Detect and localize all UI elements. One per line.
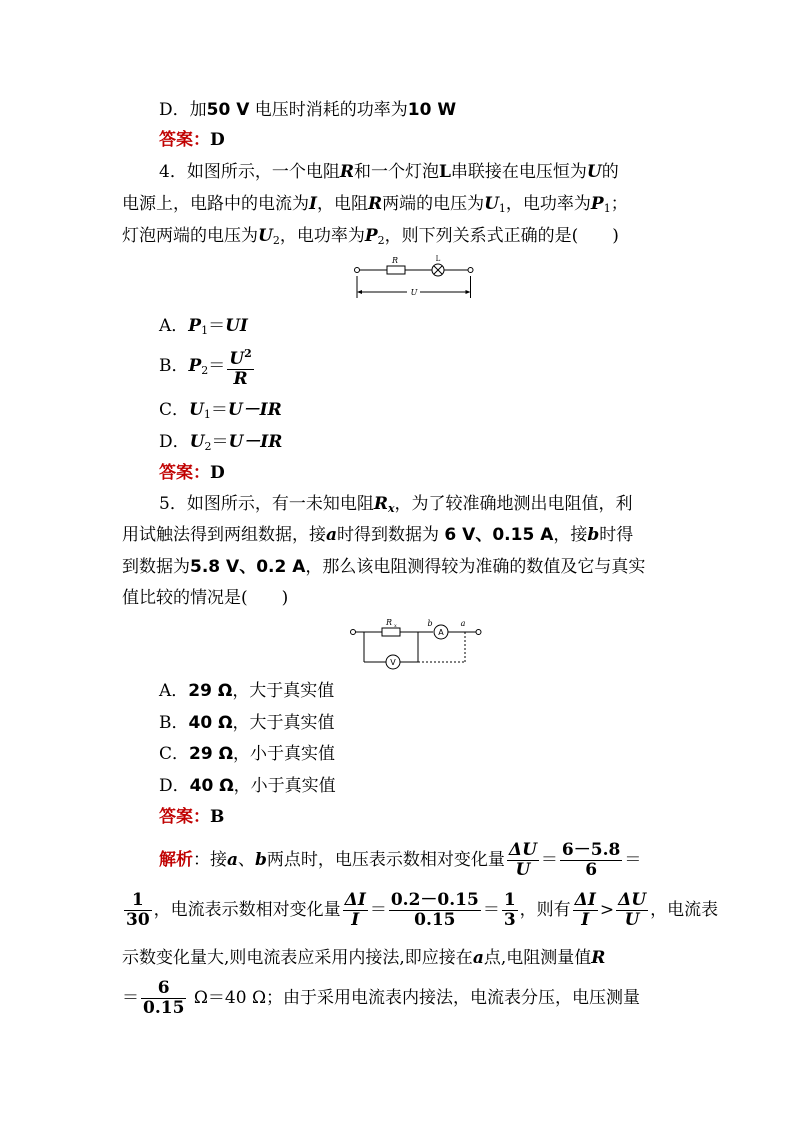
fraction-one-third: $\frac{1}{3}$ [503, 890, 516, 930]
fraction-di-over-i-compare: $\frac{\Delta I}{I}$ [574, 890, 596, 930]
resistor-rx-label: R [385, 618, 393, 627]
q3-option-d: D．加50 V 电压时消耗的功率为10 W [159, 100, 457, 120]
q4-stem-line-3: 灯泡两端的电压为$U_2$，电功率为$P_2$，则下列关系式正确的是( ) [122, 226, 619, 247]
q5-stem-line-1: 5．如图所示，有一未知电阻$R_x$，为了较准确地测出电阻值，利 [159, 494, 633, 515]
fraction-u2-over-r: $\frac{U^2}{R}$ [227, 344, 253, 389]
resistor-label: R [391, 256, 399, 265]
q4-option-a: A．$P_1=UI$ [159, 316, 248, 337]
node-b-label: b [427, 619, 433, 628]
voltmeter-label: V [390, 658, 396, 667]
q5-stem-line-4: 值比较的情况是( ) [122, 588, 289, 608]
q5-option-b: B．40 Ω，大于真实值 [159, 713, 335, 733]
terminal-right [476, 630, 481, 635]
voltage-label: U [410, 288, 418, 297]
fraction-du-over-u-compare: $\frac{\Delta U}{U}$ [618, 890, 647, 930]
q4-circuit-diagram [352, 254, 476, 304]
terminal-left [351, 630, 356, 635]
q5-stem-line-3: 到数据为5.8 V、0.2 A，那么该电阻测得较为准确的数值及它与真实 [122, 557, 646, 577]
analysis-line-3: 示数变化量大,则电流表应采用内接法,即应接在a点,电阻测量值R [122, 948, 606, 968]
q5-option-d: D．40 Ω，小于真实值 [159, 776, 336, 796]
fraction-one-thirtieth: $\frac{1}{30}$ [126, 890, 150, 930]
analysis-line-2: $\frac{1}{30}$ ，电流表示数相对变化量 $\frac{\Delta I}{I}$ ＝ $\frac{0.2-0.15}{0.15}$ ＝ $\frac{1}{3}$ ，则有 $\frac{\Delta I}{I}$ > $\frac{\Delta U}{U}$ ，电流表 [126, 890, 719, 930]
q5-circuit-diagram [348, 616, 484, 672]
q4-answer: 答案：D [159, 463, 225, 483]
q4-option-c: C．$U_1=U-IR$ [159, 400, 282, 421]
lamp-label: L [435, 255, 441, 263]
fraction-voltage-change: $\frac{6-5.8}{6}$ [561, 840, 621, 880]
resistor-r [387, 266, 405, 274]
node-a-label: a [460, 619, 466, 628]
terminal-right [468, 268, 473, 273]
analysis-line-1: 解析：接a、b两点时，电压表示数相对变化量 $\frac{\Delta U}{U}$ ＝ $\frac{6-5.8}{6}$ ＝ [159, 840, 642, 880]
q4-stem-line-1: 4．如图所示，一个电阻R和一个灯泡L串联接在电压恒为U的 [159, 162, 619, 182]
resistor-rx-sub: x [394, 623, 397, 629]
fraction-current-change: $\frac{0.2-0.15}{0.15}$ [390, 890, 479, 930]
q4-option-b: B．$P_2=$ $\frac{U^2}{R}$ [159, 344, 256, 388]
q5-option-a: A．29 Ω，大于真实值 [159, 681, 335, 701]
fraction-di-over-i: $\frac{\Delta I}{I}$ [344, 890, 366, 930]
q4-option-d: D．$U_2=U-IR$ [159, 432, 283, 453]
terminal-left [355, 268, 360, 273]
q5-stem-line-2: 用试触法得到两组数据，接a时得到数据为 6 V、0.15 A，接b时得 [122, 525, 634, 545]
ammeter-label: A [438, 628, 444, 637]
analysis-line-4: ＝ $\frac{6}{0.15}$ Ω＝40 Ω；由于采用电流表内接法，电流表分压，电压测量 [122, 978, 641, 1018]
q3-answer: 答案：D [159, 130, 225, 150]
resistor-rx [382, 628, 400, 636]
q5-option-c: C．29 Ω，小于真实值 [159, 744, 336, 764]
fraction-resistance: $\frac{6}{0.15}$ [143, 978, 185, 1018]
fraction-du-over-u: $\frac{\Delta U}{U}$ [508, 840, 537, 880]
q5-answer: 答案：B [159, 807, 225, 827]
q4-stem-line-2: 电源上，电路中的电流为I，电阻R两端的电压为$U_1$，电功率为$P_1$； [122, 194, 628, 215]
